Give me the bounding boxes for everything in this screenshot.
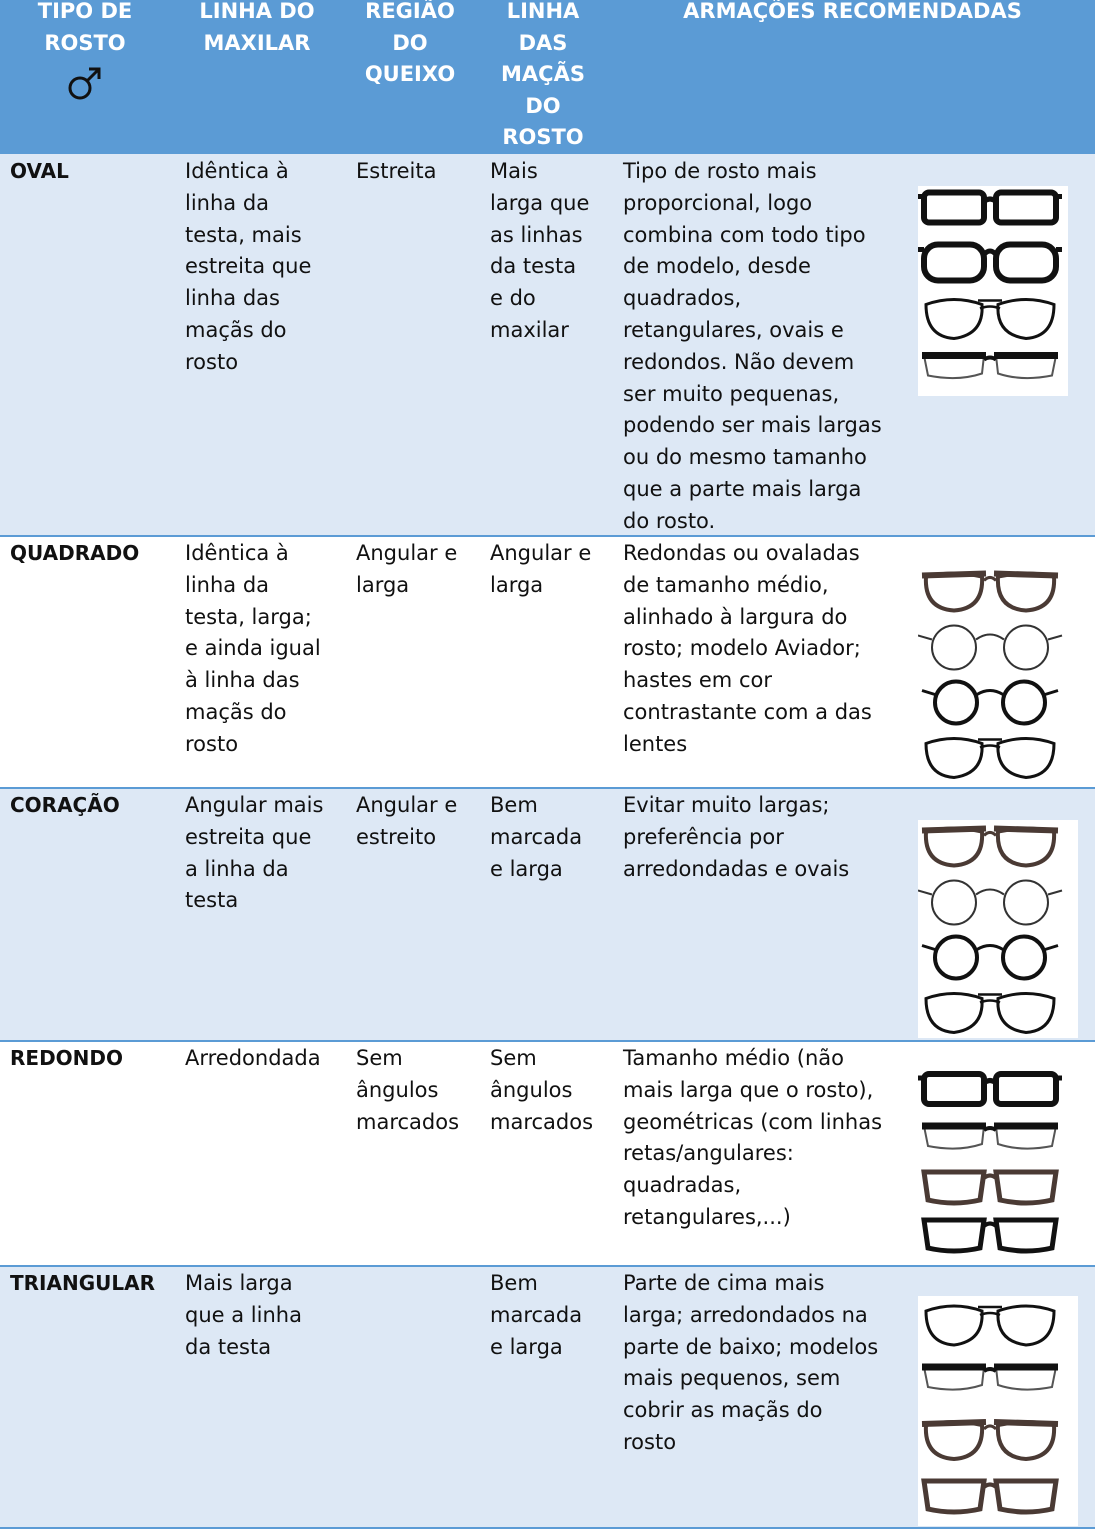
cell-text-line: da testa bbox=[185, 1334, 272, 1359]
cell-text-line: Bem bbox=[490, 1271, 538, 1295]
maxilar-cell bbox=[185, 1268, 350, 1363]
cell-text-line: geométricas (com linhas bbox=[623, 1109, 883, 1134]
cell-text-line: estreita que bbox=[185, 824, 312, 849]
round-wire-glasses-icon bbox=[918, 620, 1064, 675]
header-line: DAS bbox=[518, 30, 568, 55]
rectangular-glasses-icon bbox=[918, 186, 1064, 239]
cell-text-line: e do bbox=[490, 286, 536, 311]
cell-text-line: a linha da bbox=[185, 856, 289, 881]
cell-text-line: Redondas ou ovaladas bbox=[623, 541, 860, 565]
cell-text-line: da testa bbox=[490, 254, 577, 279]
face-type-label: TRIANGULAR bbox=[10, 1271, 155, 1295]
maxilar-cell bbox=[185, 538, 350, 761]
aviator-glasses-icon bbox=[918, 730, 1064, 785]
face-type-cell bbox=[10, 1268, 180, 1300]
cell-text-line: Mais bbox=[490, 159, 538, 183]
queixo-cell bbox=[356, 1043, 486, 1138]
cell-text-line: retangulares, ovais e bbox=[623, 317, 844, 342]
cell-text-line: que a linha bbox=[185, 1302, 302, 1327]
cell-text-line: larga bbox=[490, 572, 544, 597]
aviator-glasses-icon bbox=[918, 292, 1064, 345]
armacoes-cell bbox=[623, 1268, 908, 1459]
cell-text-line: larga bbox=[356, 572, 410, 597]
maxilar-cell bbox=[185, 790, 350, 917]
cell-text-line: Angular e bbox=[356, 541, 458, 565]
cell-text-line: e ainda igual bbox=[185, 636, 321, 661]
armacoes-cell bbox=[623, 790, 908, 885]
cell-text-line: maçãs do bbox=[185, 699, 287, 724]
queixo-cell bbox=[356, 156, 486, 188]
cell-text-line: à linha das bbox=[185, 668, 300, 693]
cell-text-line: Bem bbox=[490, 793, 538, 817]
cell-text-line: marcados bbox=[356, 1109, 460, 1134]
cell-text-line: ser muito pequenas, bbox=[623, 381, 840, 406]
face-type-cell bbox=[10, 1043, 180, 1075]
header-line: ROSTO bbox=[44, 30, 126, 55]
cell-text-line: ângulos bbox=[490, 1077, 573, 1102]
macas-cell bbox=[490, 156, 615, 347]
face-type-label: REDONDO bbox=[10, 1046, 124, 1070]
rectangular-glasses-icon bbox=[918, 1070, 1064, 1118]
cell-text-line: retas/angulares: bbox=[623, 1141, 794, 1166]
cell-text-line: parte de baixo; modelos bbox=[623, 1334, 879, 1359]
cell-text-line: as linhas bbox=[490, 222, 583, 247]
face-type-cell bbox=[10, 156, 180, 188]
header-linha-das-macas bbox=[488, 0, 598, 154]
macas-cell bbox=[490, 1043, 615, 1138]
cell-text-line: Tamanho médio (não bbox=[623, 1046, 844, 1070]
header-line: QUEIXO bbox=[364, 62, 456, 86]
aviator-glasses-icon bbox=[918, 985, 1064, 1040]
cell-text-line: estreito bbox=[356, 824, 437, 849]
cell-text-line: combina com todo tipo bbox=[623, 222, 866, 247]
cell-text-line: Tipo de rosto mais bbox=[623, 159, 817, 183]
round-wire-glasses-icon bbox=[918, 875, 1064, 930]
cell-text-line: linha da bbox=[185, 572, 270, 597]
cell-text-line: marcada bbox=[490, 1302, 583, 1327]
recommended-frames-image bbox=[918, 1070, 1068, 1260]
square-black-glasses-icon bbox=[918, 1214, 1064, 1262]
cell-text-line: Angular e bbox=[490, 541, 592, 565]
armacoes-cell bbox=[623, 538, 908, 761]
header-line: LINHA bbox=[506, 0, 580, 23]
cell-text-line: hastes em cor bbox=[623, 668, 772, 693]
header-line: LINHA DO bbox=[199, 0, 315, 23]
cell-text-line: testa, mais bbox=[185, 222, 302, 247]
row-divider bbox=[0, 1040, 1095, 1042]
face-type-label: QUADRADO bbox=[10, 541, 140, 565]
cell-text-line: testa, larga; bbox=[185, 604, 312, 629]
semi-rimless-glasses-icon bbox=[918, 345, 1064, 398]
cell-text-line: Mais larga bbox=[185, 1271, 293, 1295]
cell-text-line: Sem bbox=[490, 1046, 537, 1070]
face-type-cell bbox=[10, 538, 180, 570]
face-type-label: OVAL bbox=[10, 159, 69, 183]
cell-text-line: que a parte mais larga bbox=[623, 476, 862, 501]
cell-text-line: e larga bbox=[490, 1334, 563, 1359]
recommended-frames-image bbox=[918, 565, 1068, 783]
header-linha-do-maxilar bbox=[182, 0, 332, 59]
armacoes-cell bbox=[623, 1043, 908, 1234]
cell-text-line: marcada bbox=[490, 824, 583, 849]
cell-text-line: marcados bbox=[490, 1109, 594, 1134]
cell-text-line: lentes bbox=[623, 731, 688, 756]
semi-rimless-glasses-icon bbox=[918, 1118, 1064, 1166]
cell-text-line: alinhado à largura do bbox=[623, 604, 848, 629]
header-line: MAXILAR bbox=[203, 30, 311, 55]
cell-text-line: Angular e bbox=[356, 793, 458, 817]
header-tipo-de-rosto bbox=[10, 0, 160, 103]
header-line: DO bbox=[392, 30, 428, 55]
armacoes-cell bbox=[623, 156, 908, 538]
cell-text-line: ângulos bbox=[356, 1077, 439, 1102]
queixo-cell bbox=[356, 790, 486, 854]
cell-text-line: retangulares,...) bbox=[623, 1204, 791, 1229]
cell-text-line: maçãs do bbox=[185, 317, 287, 342]
macas-cell bbox=[490, 1268, 615, 1363]
cell-text-line: rosto bbox=[185, 731, 239, 756]
cell-text-line: ou do mesmo tamanho bbox=[623, 445, 867, 470]
cell-text-line: quadradas, bbox=[623, 1173, 742, 1198]
square-brown-glasses-icon bbox=[918, 1470, 1064, 1528]
cell-text-line: do rosto. bbox=[623, 508, 716, 533]
header-line: ROSTO bbox=[502, 125, 584, 149]
round-glasses-icon bbox=[918, 239, 1064, 292]
cell-text-line: Sem bbox=[356, 1046, 403, 1070]
cell-text-line: Arredondada bbox=[185, 1046, 321, 1070]
face-type-label: CORAÇÃO bbox=[10, 793, 120, 817]
cell-text-line: mais pequenos, sem bbox=[623, 1366, 841, 1391]
cell-text-line: redondos. Não devem bbox=[623, 349, 855, 374]
header-line: DO bbox=[525, 93, 561, 118]
cell-text-line: Parte de cima mais bbox=[623, 1271, 825, 1295]
header-line: TIPO DE bbox=[37, 0, 133, 23]
cell-text-line: quadrados, bbox=[623, 286, 742, 311]
macas-cell bbox=[490, 538, 615, 602]
square-brown-glasses-icon bbox=[918, 1166, 1064, 1214]
cell-text-line: rosto bbox=[623, 1429, 677, 1454]
cell-text-line: cobrir as maçãs do bbox=[623, 1398, 823, 1423]
cell-text-line: Evitar muito largas; bbox=[623, 793, 830, 817]
male-symbol-icon bbox=[65, 63, 105, 103]
recommended-frames-image bbox=[918, 186, 1068, 396]
row-divider bbox=[0, 535, 1095, 537]
recommended-frames-image bbox=[918, 1296, 1078, 1526]
cell-text-line: linha da bbox=[185, 190, 270, 215]
cell-text-line: Angular mais bbox=[185, 793, 324, 817]
queixo-cell bbox=[356, 538, 486, 602]
header-line: REGIÃO bbox=[365, 0, 455, 23]
row-divider bbox=[0, 787, 1095, 789]
cell-text-line: linha das bbox=[185, 286, 280, 311]
header-armacoes-recomendadas bbox=[615, 0, 1090, 28]
cell-text-line: preferência por bbox=[623, 824, 784, 849]
header-line: ARMAÇÕES RECOMENDADAS bbox=[683, 0, 1022, 23]
maxilar-cell bbox=[185, 156, 350, 379]
recommended-frames-image bbox=[918, 820, 1078, 1038]
cell-text-line: larga que bbox=[490, 190, 590, 215]
face-type-cell bbox=[10, 790, 180, 822]
cell-text-line: e larga bbox=[490, 856, 563, 881]
cell-text-line: de tamanho médio, bbox=[623, 572, 829, 597]
table-header bbox=[0, 0, 1095, 154]
macas-cell bbox=[490, 790, 615, 885]
semi-rimless-glasses-icon bbox=[918, 1354, 1064, 1412]
cell-text-line: mais larga que o rosto), bbox=[623, 1077, 874, 1102]
cell-text-line: testa bbox=[185, 888, 239, 913]
cell-text-line: podendo ser mais largas bbox=[623, 413, 882, 438]
cell-text-line: rosto bbox=[185, 349, 239, 374]
cell-text-line: maxilar bbox=[490, 317, 569, 342]
maxilar-cell bbox=[185, 1043, 350, 1075]
panto-glasses-icon bbox=[918, 675, 1064, 730]
round-browline-glasses-icon bbox=[918, 565, 1064, 620]
cell-text-line: Idêntica à bbox=[185, 159, 289, 183]
header-regiao-do-queixo bbox=[350, 0, 470, 91]
panto-glasses-icon bbox=[918, 930, 1064, 985]
cell-text-line: de modelo, desde bbox=[623, 254, 811, 279]
aviator-glasses-icon bbox=[918, 1296, 1064, 1354]
cell-text-line: contrastante com a das bbox=[623, 699, 872, 724]
cell-text-line: arredondadas e ovais bbox=[623, 856, 850, 881]
cell-text-line: larga; arredondados na bbox=[623, 1302, 868, 1327]
header-line: MAÇÃS bbox=[501, 62, 585, 86]
row-divider bbox=[0, 1265, 1095, 1267]
cell-text-line: Idêntica à bbox=[185, 541, 289, 565]
cell-text-line: proporcional, logo bbox=[623, 190, 813, 215]
cell-text-line: Estreita bbox=[356, 159, 437, 183]
cell-text-line: estreita que bbox=[185, 254, 312, 279]
round-browline-glasses-icon bbox=[918, 820, 1064, 875]
cell-text-line: rosto; modelo Aviador; bbox=[623, 636, 861, 661]
round-browline-glasses-icon bbox=[918, 1412, 1064, 1470]
